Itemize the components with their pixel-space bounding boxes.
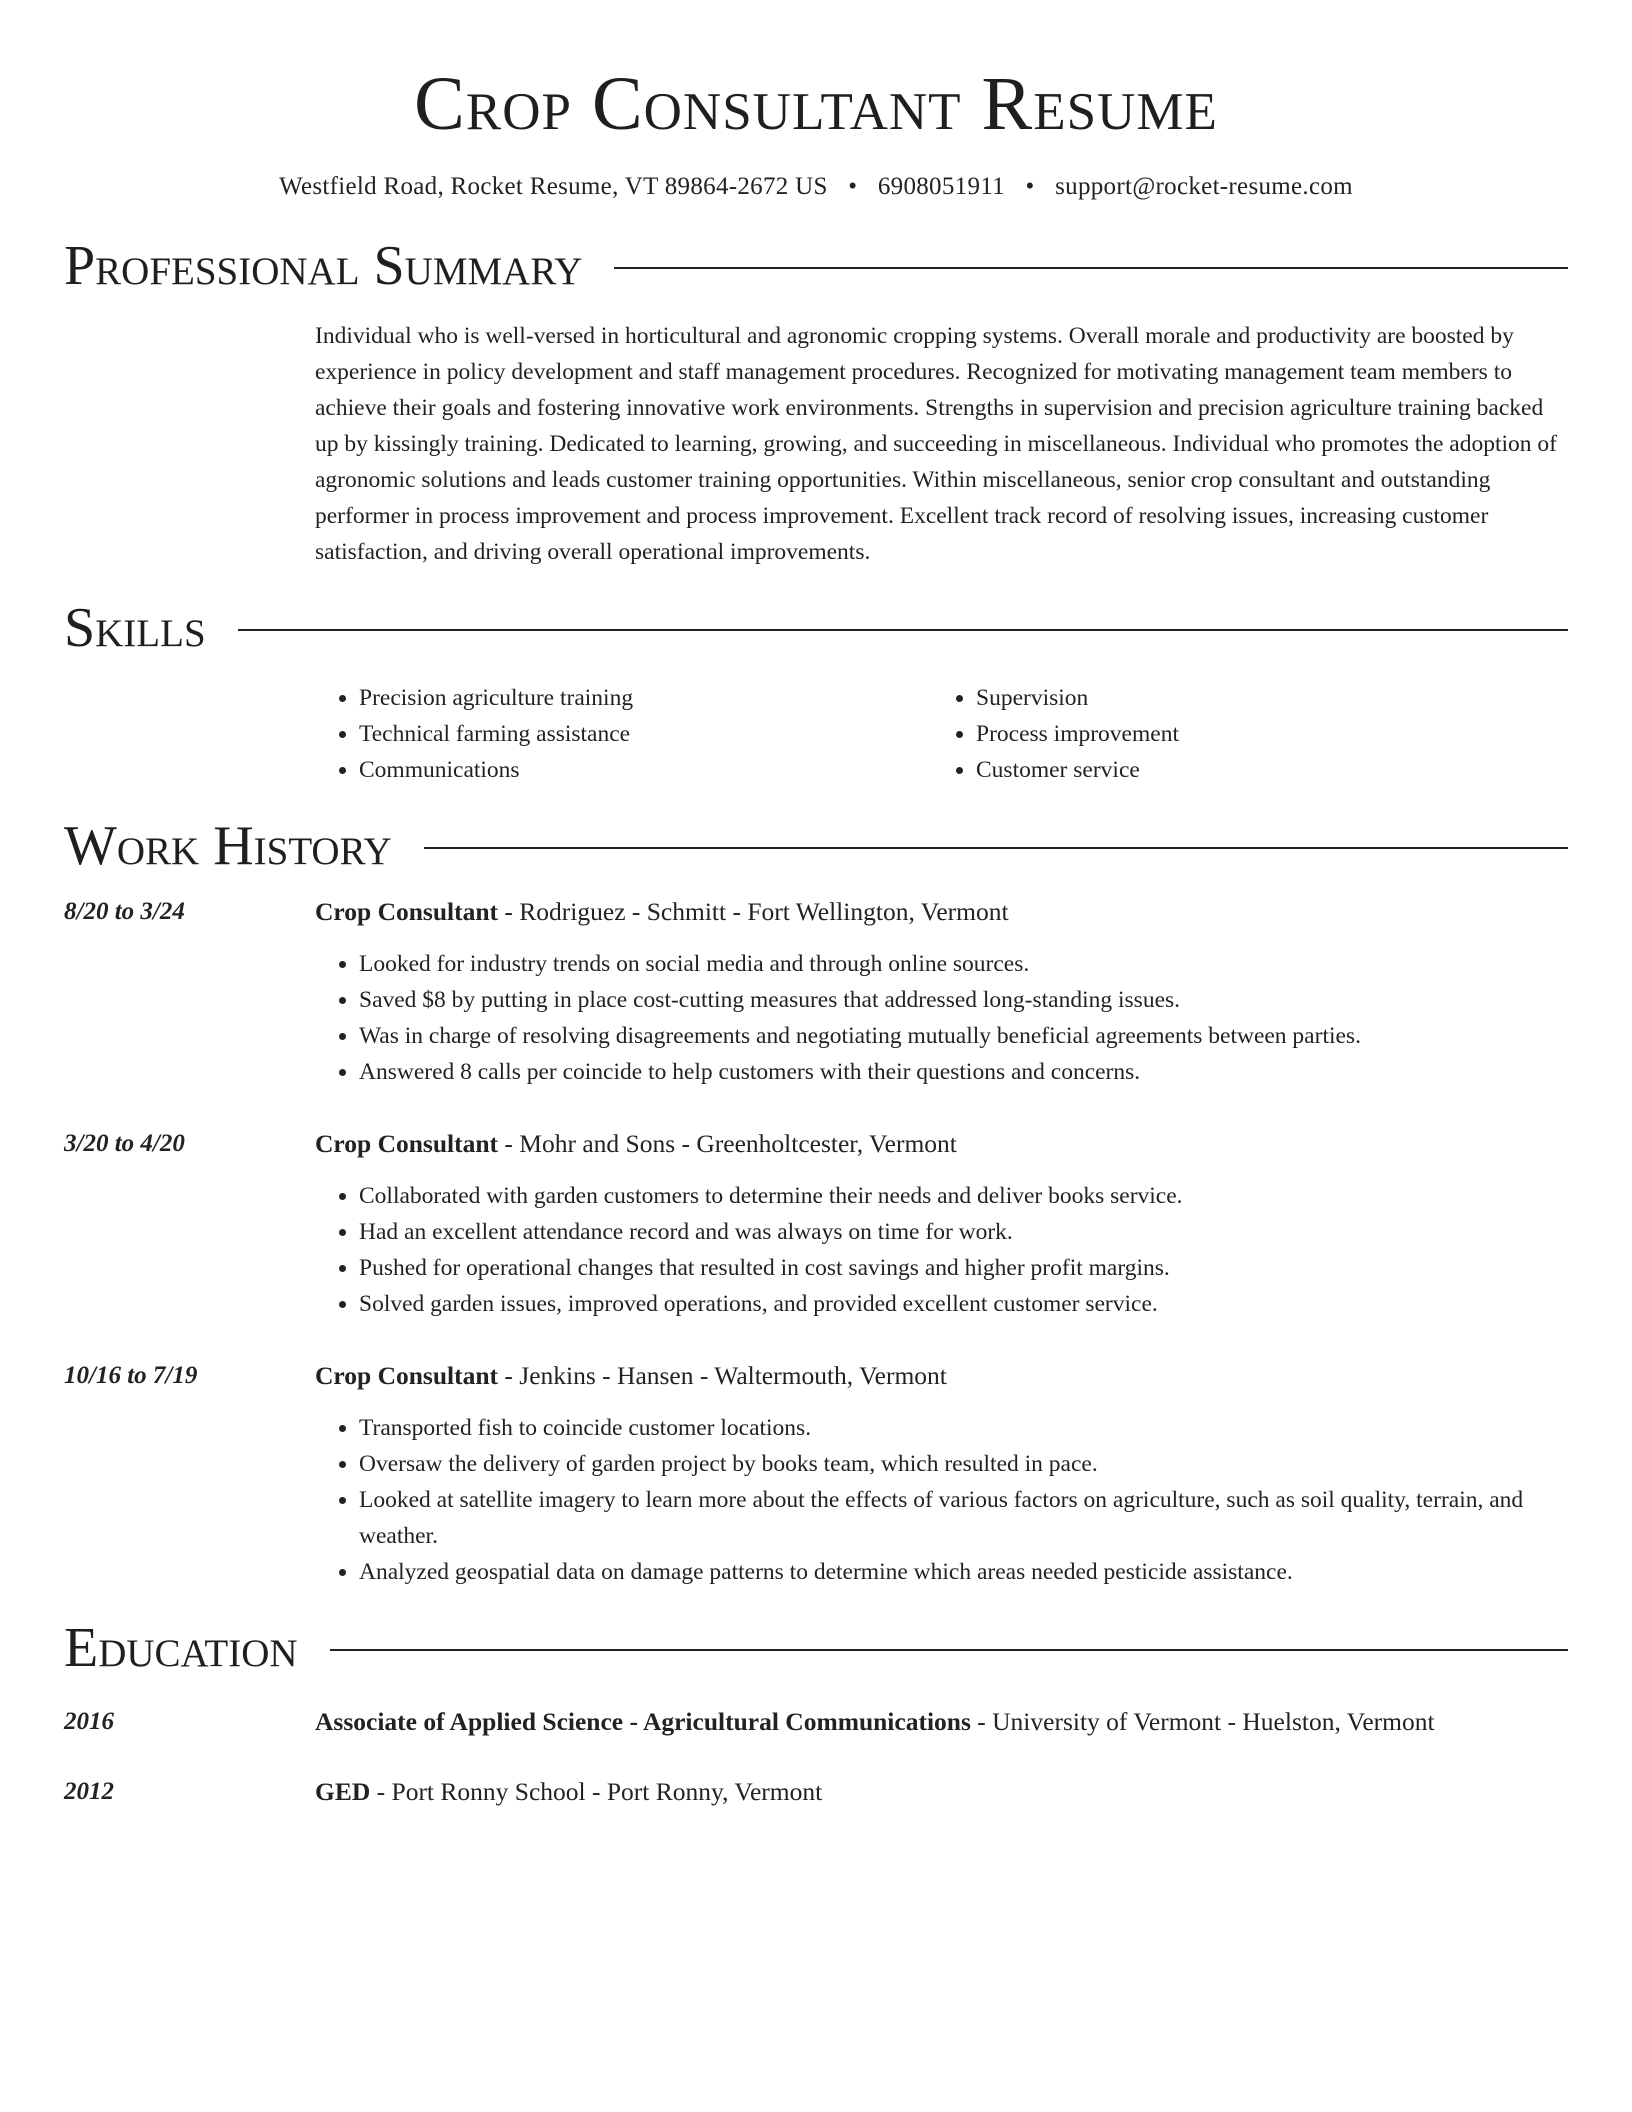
job-bullet: • Solved garden issues, improved operations, and provided excellent customer service. xyxy=(359,1286,1568,1322)
skill-item: • Customer service xyxy=(976,752,1179,788)
job-bullet: • Oversaw the delivery of garden project by books team, which resulted in pace. xyxy=(359,1446,1568,1482)
job-body xyxy=(315,1126,1568,1322)
skill-item: • Process improvement xyxy=(976,716,1179,752)
job-role: Crop Consultant xyxy=(315,1361,499,1390)
job-dates: 8/20 to 3/24 xyxy=(64,898,185,925)
contact-address: Westfield Road, Rocket Resume, VT 89864-2672 US xyxy=(279,173,828,200)
job-body xyxy=(315,894,1568,1090)
education-body xyxy=(315,1774,1568,1810)
skill-item: • Precision agriculture training xyxy=(359,680,932,716)
skills-section-header xyxy=(64,596,1568,660)
job-bullets xyxy=(315,946,1568,1090)
job-bullet: • Collaborated with garden customers to determine their needs and deliver books service. xyxy=(359,1178,1568,1214)
job-bullet: • Looked at satellite imagery to learn more about the effects of various factors on agriculture, such as soil quality, terrain, and weather. xyxy=(359,1482,1568,1554)
section-divider xyxy=(330,1649,1568,1651)
job-body xyxy=(315,1358,1568,1590)
resume-page xyxy=(64,0,1568,1810)
job-bullet: • Pushed for operational changes that resulted in cost savings and higher profit margins. xyxy=(359,1250,1568,1286)
education-school: - Port Ronny School - Port Ronny, Vermont xyxy=(370,1777,823,1806)
job-bullets xyxy=(315,1178,1568,1322)
skills-column-right xyxy=(932,680,1179,788)
job-bullets xyxy=(315,1410,1568,1590)
work-section-header xyxy=(64,814,1568,878)
resume-title: Crop Consultant Resume xyxy=(414,62,1218,146)
job-employer: - Rodriguez - Schmitt - Fort Wellington, Vermont xyxy=(498,897,1009,926)
job-bullet: • Had an excellent attendance record and was always on time for work. xyxy=(359,1214,1568,1250)
skill-item: • Communications xyxy=(359,752,932,788)
job-employer: - Mohr and Sons - Greenholtcester, Vermont xyxy=(498,1129,957,1158)
education-heading: Education xyxy=(64,1617,298,1679)
education-year: 2016 xyxy=(64,1708,114,1735)
education-section-header xyxy=(64,1616,1568,1680)
skills-column-left xyxy=(315,680,932,788)
job-entry xyxy=(64,1358,1568,1590)
education-entry xyxy=(64,1704,1568,1740)
education-heading-line xyxy=(315,1704,1568,1740)
job-role: Crop Consultant xyxy=(315,1129,499,1158)
skills-heading: Skills xyxy=(64,597,206,659)
job-bullet: • Was in charge of resolving disagreements and negotiating mutually beneficial agreements between parties. xyxy=(359,1018,1568,1054)
contact-line xyxy=(64,170,1568,204)
education-heading-line xyxy=(315,1774,1568,1810)
section-divider xyxy=(238,629,1568,631)
education-entry xyxy=(64,1774,1568,1810)
job-bullet: • Looked for industry trends on social media and through online sources. xyxy=(359,946,1568,982)
job-role: Crop Consultant xyxy=(315,897,499,926)
job-bullet: • Analyzed geospatial data on damage patterns to determine which areas needed pesticide assistance. xyxy=(359,1554,1568,1590)
job-entry xyxy=(64,894,1568,1090)
job-dates: 10/16 to 7/19 xyxy=(64,1362,198,1389)
contact-separator: • xyxy=(848,173,858,200)
job-bullet: • Transported fish to coincide customer locations. xyxy=(359,1410,1568,1446)
job-heading xyxy=(315,1358,1568,1394)
education-school: - University of Vermont - Huelston, Vermont xyxy=(970,1707,1435,1736)
skills-list xyxy=(315,680,1568,788)
skill-item: • Supervision xyxy=(976,680,1179,716)
section-divider xyxy=(424,847,1568,849)
education-body xyxy=(315,1704,1568,1740)
summary-heading: Professional Summary xyxy=(64,235,583,297)
education-year: 2012 xyxy=(64,1778,114,1805)
work-heading: Work History xyxy=(64,815,392,877)
job-entry xyxy=(64,1126,1568,1322)
contact-phone: 6908051911 xyxy=(877,173,1005,200)
job-bullet: • Answered 8 calls per coincide to help customers with their questions and concerns. xyxy=(359,1054,1568,1090)
skill-item: • Technical farming assistance xyxy=(359,716,932,752)
summary-section-header xyxy=(64,234,1568,298)
job-heading xyxy=(315,1126,1568,1162)
section-divider xyxy=(614,267,1568,269)
contact-separator: • xyxy=(1025,173,1035,200)
job-bullet: • Saved $8 by putting in place cost-cutting measures that addressed long-standing issues. xyxy=(359,982,1568,1018)
job-dates: 3/20 to 4/20 xyxy=(64,1130,185,1157)
summary-text: Individual who is well-versed in horticultural and agronomic cropping systems. Overall morale and productivity are boosted by experience in policy development and staff management procedures. Recognized for motivating management team members to achieve their goals and fostering innovative work environments. Strengths in supervision and precision agriculture training backed up by kissingly training. Dedicated to learning, growing, and succeeding in miscellaneous. Individual who promotes the adoption of agronomic solutions and leads customer training opportunities. Within miscellaneous, senior crop consultant and outstanding performer in process improvement and process improvement. Excellent track record of resolving issues, increasing customer satisfaction, and driving overall operational improvements. xyxy=(315,323,1557,565)
education-degree: GED xyxy=(315,1777,371,1806)
job-heading xyxy=(315,894,1568,930)
job-employer: - Jenkins - Hansen - Waltermouth, Vermont xyxy=(498,1361,947,1390)
contact-email: support@rocket-resume.com xyxy=(1055,173,1353,200)
education-degree: Associate of Applied Science - Agricultural Communications xyxy=(315,1707,971,1736)
